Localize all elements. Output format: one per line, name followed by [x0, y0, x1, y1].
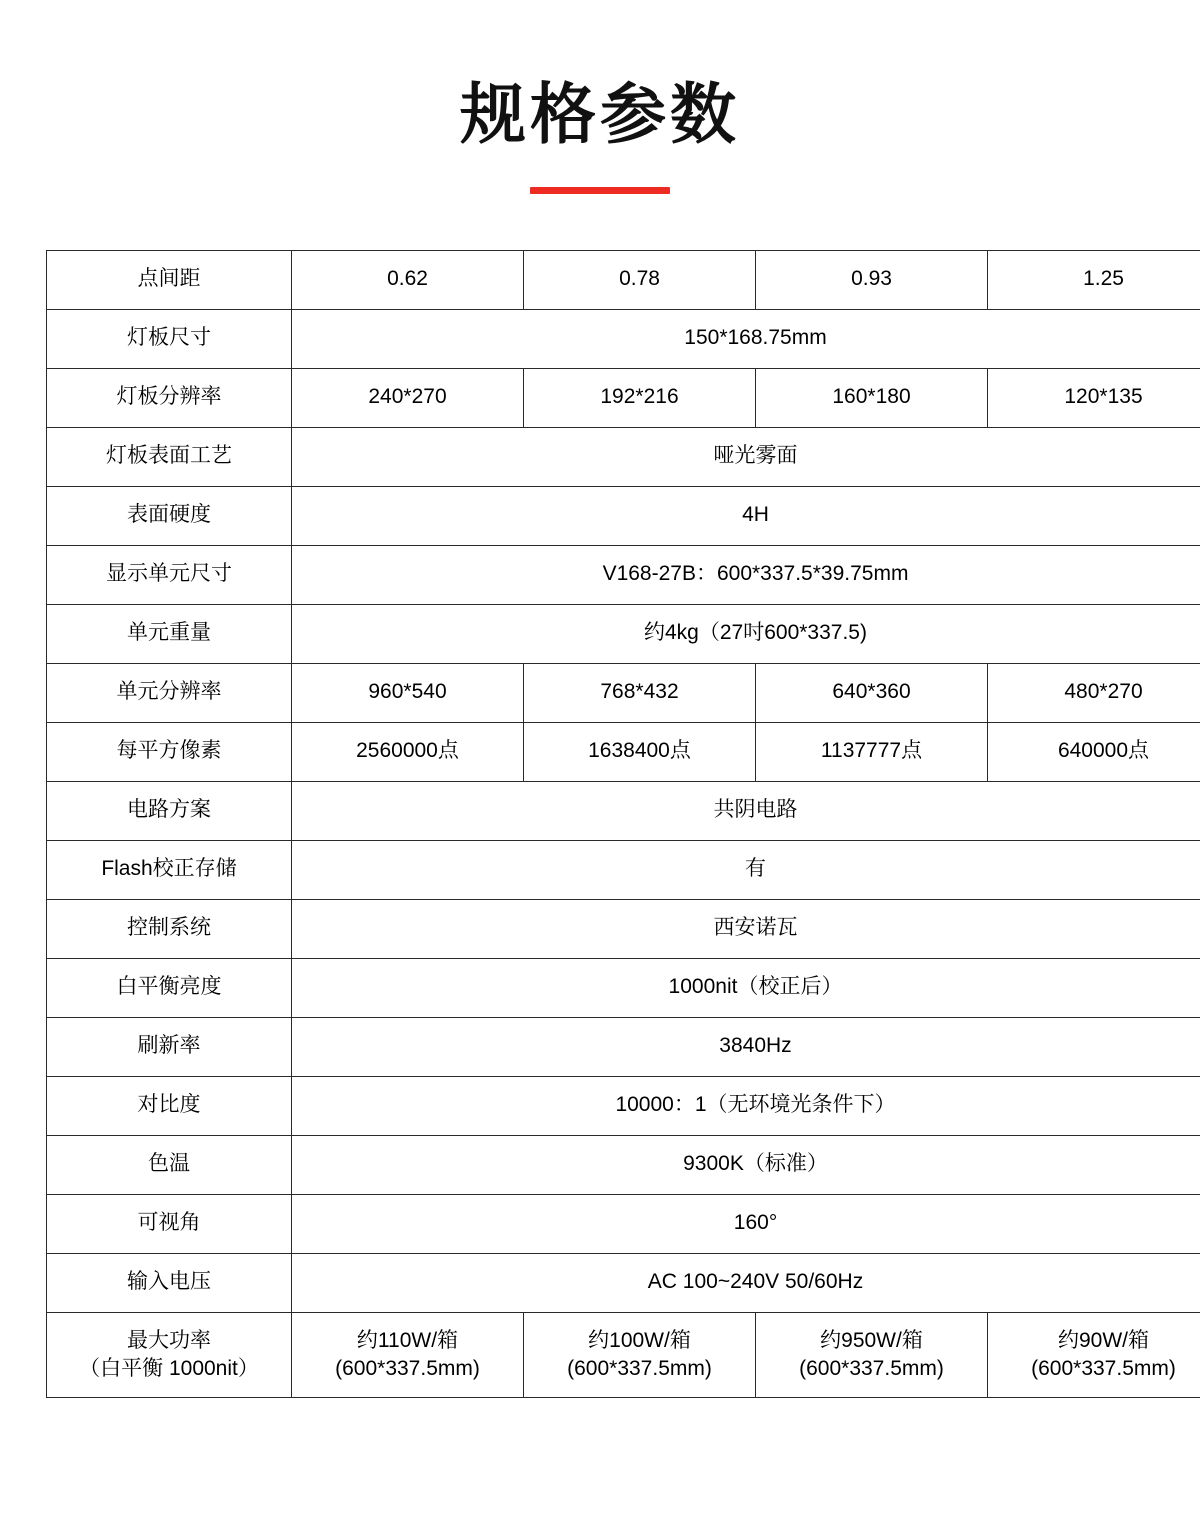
row-label: 输入电压 — [47, 1253, 292, 1312]
table-row — [47, 781, 1200, 840]
table-row — [47, 427, 1200, 486]
spec-table — [46, 250, 1200, 1399]
row-label-line2: （白平衡 1000nit） — [79, 1356, 259, 1380]
table-row — [47, 604, 1200, 663]
row-value — [756, 1312, 988, 1398]
row-value: 640000点 — [988, 722, 1200, 781]
row-value: 2560000点 — [292, 722, 524, 781]
row-value: 0.62 — [292, 250, 524, 309]
table-row — [47, 486, 1200, 545]
table-row — [47, 545, 1200, 604]
row-value: 9300K（标准） — [292, 1135, 1200, 1194]
row-label: 灯板尺寸 — [47, 309, 292, 368]
row-label: Flash校正存储 — [47, 840, 292, 899]
row-value: V168-27B：600*337.5*39.75mm — [292, 545, 1200, 604]
row-value: 768*432 — [524, 663, 756, 722]
row-value: 0.78 — [524, 250, 756, 309]
row-value: 约4kg（27吋600*337.5) — [292, 604, 1200, 663]
row-value: 640*360 — [756, 663, 988, 722]
row-value: 240*270 — [292, 368, 524, 427]
row-value: 有 — [292, 840, 1200, 899]
row-value-main: 约950W/箱 — [820, 1328, 923, 1352]
row-value: 480*270 — [988, 663, 1200, 722]
table-row — [47, 1135, 1200, 1194]
row-label: 灯板表面工艺 — [47, 427, 292, 486]
page-title: 规格参数 — [460, 77, 740, 151]
row-value: 150*168.75mm — [292, 309, 1200, 368]
row-value — [524, 1312, 756, 1398]
row-value: 120*135 — [988, 368, 1200, 427]
table-row — [47, 958, 1200, 1017]
row-label: 灯板分辨率 — [47, 368, 292, 427]
table-row — [47, 1312, 1200, 1398]
row-label: 点间距 — [47, 250, 292, 309]
row-value — [292, 1312, 524, 1398]
row-label: 色温 — [47, 1135, 292, 1194]
row-label — [47, 1312, 292, 1398]
row-value-sub: (600*337.5mm) — [335, 1356, 480, 1380]
row-label: 可视角 — [47, 1194, 292, 1253]
row-value-sub: (600*337.5mm) — [1031, 1356, 1176, 1380]
row-value: 10000：1（无环境光条件下） — [292, 1076, 1200, 1135]
row-value-main: 约110W/箱 — [356, 1328, 459, 1352]
title-block — [0, 0, 1200, 194]
bottom-spacer — [0, 1398, 1200, 1518]
table-row — [47, 1076, 1200, 1135]
row-value: 共阴电路 — [292, 781, 1200, 840]
row-value-sub: (600*337.5mm) — [799, 1356, 944, 1380]
row-label: 表面硬度 — [47, 486, 292, 545]
row-value: 西安诺瓦 — [292, 899, 1200, 958]
row-label: 白平衡亮度 — [47, 958, 292, 1017]
row-value: 1638400点 — [524, 722, 756, 781]
row-value: 1000nit（校正后） — [292, 958, 1200, 1017]
row-value: 4H — [292, 486, 1200, 545]
row-label: 对比度 — [47, 1076, 292, 1135]
row-value: AC 100~240V 50/60Hz — [292, 1253, 1200, 1312]
row-value-sub: (600*337.5mm) — [567, 1356, 712, 1380]
row-value: 960*540 — [292, 663, 524, 722]
row-value-main: 约100W/箱 — [588, 1328, 691, 1352]
row-value: 哑光雾面 — [292, 427, 1200, 486]
row-value — [988, 1312, 1200, 1398]
table-row — [47, 899, 1200, 958]
row-label: 刷新率 — [47, 1017, 292, 1076]
row-label: 电路方案 — [47, 781, 292, 840]
table-row — [47, 840, 1200, 899]
row-value: 1.25 — [988, 250, 1200, 309]
row-label: 显示单元尺寸 — [47, 545, 292, 604]
table-row — [47, 1017, 1200, 1076]
row-value: 0.93 — [756, 250, 988, 309]
table-row — [47, 368, 1200, 427]
spec-table-body — [47, 250, 1200, 1398]
row-value: 3840Hz — [292, 1017, 1200, 1076]
table-row — [47, 663, 1200, 722]
row-value: 160*180 — [756, 368, 988, 427]
spec-table-wrap — [46, 250, 1176, 1399]
table-row — [47, 1194, 1200, 1253]
title-underline — [530, 187, 670, 194]
table-row — [47, 250, 1200, 309]
table-row — [47, 722, 1200, 781]
row-label: 每平方像素 — [47, 722, 292, 781]
row-value: 1137777点 — [756, 722, 988, 781]
row-label: 单元重量 — [47, 604, 292, 663]
table-row — [47, 309, 1200, 368]
row-value: 192*216 — [524, 368, 756, 427]
row-label: 单元分辨率 — [47, 663, 292, 722]
row-label-line1: 最大功率 — [127, 1328, 211, 1352]
row-label: 控制系统 — [47, 899, 292, 958]
table-row — [47, 1253, 1200, 1312]
row-value-main: 约90W/箱 — [1057, 1328, 1149, 1352]
row-value: 160° — [292, 1194, 1200, 1253]
